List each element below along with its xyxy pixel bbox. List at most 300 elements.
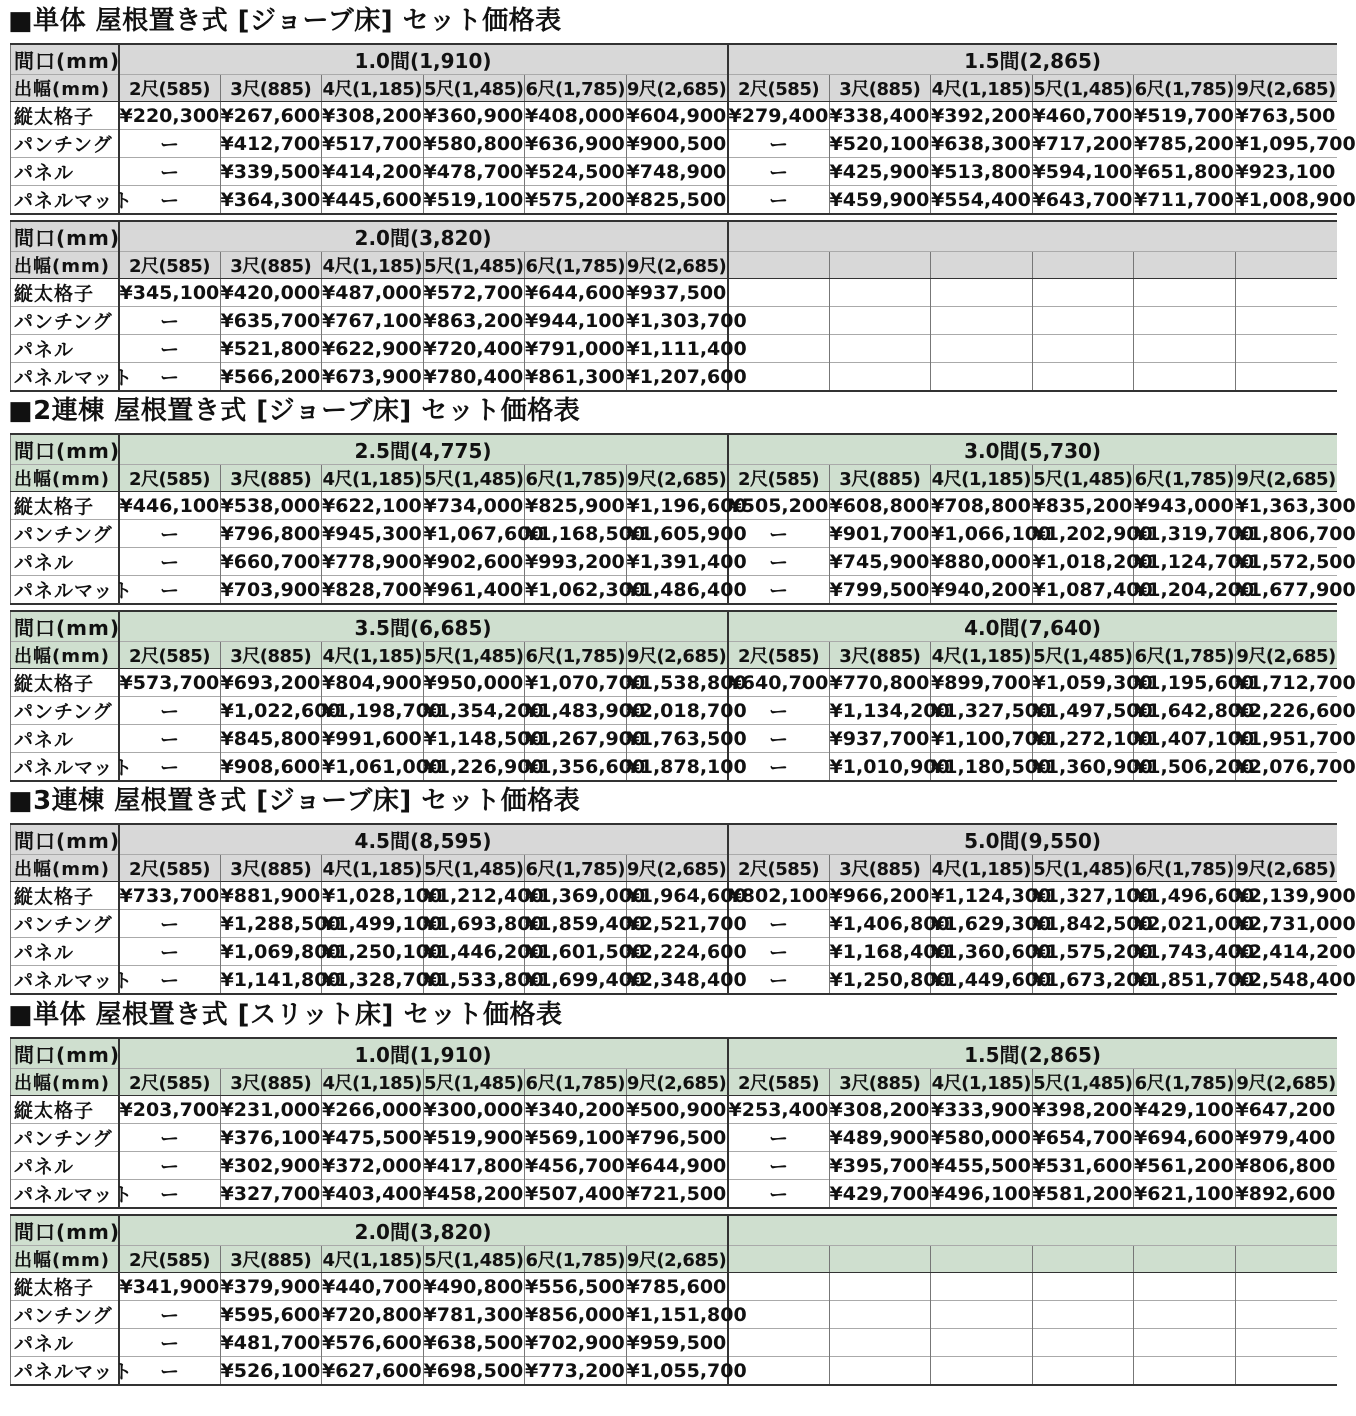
price-cell: ¥231,000 xyxy=(220,1096,322,1124)
empty-cell xyxy=(829,307,931,335)
price-cell: ¥364,300 xyxy=(220,186,322,215)
price-cell: ¥561,200 xyxy=(1134,1152,1236,1180)
price-cell: ー xyxy=(119,1124,221,1152)
depth-header-cell: 4尺(1,185) xyxy=(931,855,1033,882)
price-cell: ¥979,400 xyxy=(1235,1124,1337,1152)
price-cell: ¥773,200 xyxy=(525,1357,627,1386)
depth-header-cell: 3尺(885) xyxy=(220,252,322,279)
table-row xyxy=(11,910,1337,938)
depth-header-cell: 5尺(1,485) xyxy=(1032,855,1134,882)
price-cell: ¥1,288,500 xyxy=(220,910,322,938)
depth-header-cell: 5尺(1,485) xyxy=(423,1246,525,1273)
row-label: パネルマット xyxy=(11,1357,119,1386)
depth-header-cell: 6尺(1,785) xyxy=(525,855,627,882)
price-cell: ¥1,070,700 xyxy=(525,669,627,697)
row-label: 縦太格子 xyxy=(11,102,119,130)
frontage-header-row xyxy=(11,1038,1337,1069)
price-cell: ¥1,328,700 xyxy=(322,966,424,995)
price-cell: ¥445,600 xyxy=(322,186,424,215)
price-cell: ¥327,700 xyxy=(220,1180,322,1209)
price-cell: ¥1,354,200 xyxy=(423,697,525,725)
empty-cell xyxy=(931,1357,1033,1386)
price-cell: ¥1,067,600 xyxy=(423,520,525,548)
price-cell: ー xyxy=(119,363,221,392)
depth-header-cell: 5尺(1,485) xyxy=(423,642,525,669)
price-cell: ¥1,763,500 xyxy=(626,725,728,753)
price-table xyxy=(10,1214,1337,1386)
price-cell: ¥1,124,300 xyxy=(931,882,1033,910)
price-cell: ¥376,100 xyxy=(220,1124,322,1152)
empty-cell xyxy=(1032,1273,1134,1301)
price-cell: ¥531,600 xyxy=(1032,1152,1134,1180)
empty-header-cell xyxy=(728,221,1337,252)
frontage-group-header: 2.0間(3,820) xyxy=(119,221,728,252)
empty-cell xyxy=(829,1273,931,1301)
price-cell: ¥1,605,900 xyxy=(626,520,728,548)
depth-header-cell: 6尺(1,785) xyxy=(1134,855,1236,882)
price-cell: ¥635,700 xyxy=(220,307,322,335)
frontage-label: 間口(mm) xyxy=(11,221,119,252)
price-cell: ¥720,400 xyxy=(423,335,525,363)
price-cell: ー xyxy=(728,725,830,753)
price-cell: ¥1,360,600 xyxy=(931,938,1033,966)
row-label: パネルマット xyxy=(11,576,119,605)
price-cell: ¥1,673,200 xyxy=(1032,966,1134,995)
price-cell: ¥580,800 xyxy=(423,130,525,158)
price-cell: ¥647,200 xyxy=(1235,1096,1337,1124)
depth-header-cell: 3尺(885) xyxy=(829,75,931,102)
frontage-header-row xyxy=(11,611,1337,642)
frontage-label: 間口(mm) xyxy=(11,1215,119,1246)
price-cell: ー xyxy=(119,1301,221,1329)
price-cell: ¥785,600 xyxy=(626,1273,728,1301)
price-cell: ¥580,000 xyxy=(931,1124,1033,1152)
price-cell: ¥717,200 xyxy=(1032,130,1134,158)
frontage-header-row xyxy=(11,1215,1337,1246)
price-cell: ¥1,699,400 xyxy=(525,966,627,995)
price-cell: ¥507,400 xyxy=(525,1180,627,1209)
price-cell: ¥1,363,300 xyxy=(1235,492,1337,520)
depth-header-cell: 4尺(1,185) xyxy=(931,1069,1033,1096)
price-cell: ¥923,100 xyxy=(1235,158,1337,186)
frontage-header-row xyxy=(11,434,1337,465)
price-cell: ー xyxy=(728,1124,830,1152)
empty-cell xyxy=(728,1273,830,1301)
price-cell: ー xyxy=(728,520,830,548)
price-cell: ¥828,700 xyxy=(322,576,424,605)
table-row xyxy=(11,158,1337,186)
price-cell: ¥708,800 xyxy=(931,492,1033,520)
price-cell: ¥861,300 xyxy=(525,363,627,392)
price-cell: ¥575,200 xyxy=(525,186,627,215)
price-cell: ー xyxy=(119,1180,221,1209)
depth-header-cell: 9尺(2,685) xyxy=(1235,1069,1337,1096)
price-cell: ー xyxy=(119,335,221,363)
depth-header-cell: 6尺(1,785) xyxy=(1134,465,1236,492)
price-cell: ¥796,500 xyxy=(626,1124,728,1152)
price-cell: ¥1,212,400 xyxy=(423,882,525,910)
price-cell: ¥791,000 xyxy=(525,335,627,363)
price-cell: ¥1,095,700 xyxy=(1235,130,1337,158)
price-cell: ¥203,700 xyxy=(119,1096,221,1124)
row-label: パネル xyxy=(11,548,119,576)
price-table xyxy=(10,1037,1337,1209)
frontage-label: 間口(mm) xyxy=(11,434,119,465)
price-cell: ¥806,800 xyxy=(1235,1152,1337,1180)
price-cell: ¥487,000 xyxy=(322,279,424,307)
price-cell: ー xyxy=(119,1357,221,1386)
price-cell: ¥340,200 xyxy=(525,1096,627,1124)
price-cell: ¥901,700 xyxy=(829,520,931,548)
table-row xyxy=(11,669,1337,697)
price-cell: ¥417,800 xyxy=(423,1152,525,1180)
frontage-group-header: 4.0間(7,640) xyxy=(728,611,1337,642)
row-label: 縦太格子 xyxy=(11,492,119,520)
depth-header-cell: 6尺(1,785) xyxy=(525,1246,627,1273)
price-cell: ¥300,000 xyxy=(423,1096,525,1124)
frontage-group-header: 5.0間(9,550) xyxy=(728,824,1337,855)
empty-header-cell xyxy=(1032,1246,1134,1273)
price-cell: ¥880,000 xyxy=(931,548,1033,576)
price-cell: ¥640,700 xyxy=(728,669,830,697)
section-title: ■2連棟 屋根置き式 [ジョーブ床] セット価格表 xyxy=(8,396,581,426)
table-row xyxy=(11,1357,1337,1386)
price-cell: ¥1,180,500 xyxy=(931,753,1033,782)
table-row xyxy=(11,548,1337,576)
price-cell: ¥458,200 xyxy=(423,1180,525,1209)
price-cell: ¥455,500 xyxy=(931,1152,1033,1180)
price-cell: ー xyxy=(728,1152,830,1180)
empty-cell xyxy=(1134,1273,1236,1301)
price-cell: ¥1,010,900 xyxy=(829,753,931,782)
price-cell: ー xyxy=(728,158,830,186)
depth-header-row xyxy=(11,252,1337,279)
price-cell: ¥804,900 xyxy=(322,669,424,697)
price-cell: ¥1,134,200 xyxy=(829,697,931,725)
price-cell: ¥1,327,500 xyxy=(931,697,1033,725)
price-cell: ¥339,500 xyxy=(220,158,322,186)
price-cell: ー xyxy=(119,576,221,605)
price-cell: ¥1,449,600 xyxy=(931,966,1033,995)
empty-cell xyxy=(728,279,830,307)
depth-header-cell: 2尺(585) xyxy=(728,75,830,102)
row-label: パンチング xyxy=(11,1124,119,1152)
price-cell: ー xyxy=(728,186,830,215)
frontage-header-row xyxy=(11,824,1337,855)
price-cell: ¥500,900 xyxy=(626,1096,728,1124)
table-row xyxy=(11,1124,1337,1152)
price-cell: ¥961,400 xyxy=(423,576,525,605)
row-label: 縦太格子 xyxy=(11,279,119,307)
empty-cell xyxy=(829,1357,931,1386)
depth-header-row xyxy=(11,855,1337,882)
depth-header-cell: 6尺(1,785) xyxy=(525,1069,627,1096)
empty-cell xyxy=(1235,363,1337,392)
price-cell: ¥944,100 xyxy=(525,307,627,335)
price-cell: ¥1,267,900 xyxy=(525,725,627,753)
row-label: パネル xyxy=(11,335,119,363)
depth-header-cell: 6尺(1,785) xyxy=(525,252,627,279)
price-cell: ¥520,100 xyxy=(829,130,931,158)
price-cell: ー xyxy=(119,725,221,753)
depth-header-row xyxy=(11,75,1337,102)
price-cell: ¥517,700 xyxy=(322,130,424,158)
price-cell: ¥341,900 xyxy=(119,1273,221,1301)
section-title: ■単体 屋根置き式 [ジョーブ床] セット価格表 xyxy=(8,6,562,36)
depth-header-cell: 9尺(2,685) xyxy=(1235,642,1337,669)
frontage-header-row xyxy=(11,44,1337,75)
price-cell: ¥799,500 xyxy=(829,576,931,605)
price-cell: ¥1,360,900 xyxy=(1032,753,1134,782)
price-cell: ¥475,500 xyxy=(322,1124,424,1152)
empty-header-cell xyxy=(728,1215,1337,1246)
price-cell: ¥673,900 xyxy=(322,363,424,392)
price-cell: ¥651,800 xyxy=(1134,158,1236,186)
price-cell: ¥429,100 xyxy=(1134,1096,1236,1124)
price-cell: ¥398,200 xyxy=(1032,1096,1134,1124)
price-cell: ー xyxy=(119,1152,221,1180)
price-cell: ¥959,500 xyxy=(626,1329,728,1357)
frontage-group-header: 2.0間(3,820) xyxy=(119,1215,728,1246)
price-cell: ¥253,400 xyxy=(728,1096,830,1124)
empty-cell xyxy=(1032,335,1134,363)
price-cell: ー xyxy=(728,966,830,995)
depth-header-cell: 3尺(885) xyxy=(220,75,322,102)
price-cell: ー xyxy=(728,753,830,782)
price-cell: ¥802,100 xyxy=(728,882,830,910)
price-cell: ¥1,878,100 xyxy=(626,753,728,782)
depth-label: 出幅(mm) xyxy=(11,642,119,669)
price-cell: ¥505,200 xyxy=(728,492,830,520)
depth-header-cell: 6尺(1,785) xyxy=(1134,1069,1236,1096)
price-cell: ¥1,391,400 xyxy=(626,548,728,576)
row-label: パネル xyxy=(11,938,119,966)
price-cell: ¥2,414,200 xyxy=(1235,938,1337,966)
price-cell: ¥796,800 xyxy=(220,520,322,548)
price-cell: ¥429,700 xyxy=(829,1180,931,1209)
price-cell: ー xyxy=(119,130,221,158)
table-row xyxy=(11,725,1337,753)
price-cell: ¥266,000 xyxy=(322,1096,424,1124)
price-cell: ¥2,076,700 xyxy=(1235,753,1337,782)
depth-header-cell: 5尺(1,485) xyxy=(423,465,525,492)
price-cell: ー xyxy=(119,1329,221,1357)
frontage-label: 間口(mm) xyxy=(11,824,119,855)
price-cell: ¥1,533,800 xyxy=(423,966,525,995)
price-cell: ¥1,496,600 xyxy=(1134,882,1236,910)
price-cell: ¥940,200 xyxy=(931,576,1033,605)
empty-header-cell xyxy=(1134,252,1236,279)
price-cell: ¥733,700 xyxy=(119,882,221,910)
empty-cell xyxy=(1134,335,1236,363)
price-cell: ¥2,348,400 xyxy=(626,966,728,995)
price-cell: ¥1,497,500 xyxy=(1032,697,1134,725)
depth-header-cell: 2尺(585) xyxy=(119,1069,221,1096)
price-cell: ¥267,600 xyxy=(220,102,322,130)
depth-header-cell: 2尺(585) xyxy=(728,465,830,492)
price-cell: ¥1,250,800 xyxy=(829,966,931,995)
empty-cell xyxy=(1235,1273,1337,1301)
empty-cell xyxy=(931,363,1033,392)
price-cell: ー xyxy=(728,548,830,576)
empty-cell xyxy=(1134,1357,1236,1386)
depth-header-cell: 5尺(1,485) xyxy=(1032,465,1134,492)
price-cell: ¥644,600 xyxy=(525,279,627,307)
row-label: パンチング xyxy=(11,130,119,158)
price-cell: ¥1,406,800 xyxy=(829,910,931,938)
price-cell: ー xyxy=(728,130,830,158)
empty-cell xyxy=(829,279,931,307)
empty-cell xyxy=(1032,307,1134,335)
price-cell: ¥338,400 xyxy=(829,102,931,130)
depth-label: 出幅(mm) xyxy=(11,252,119,279)
frontage-group-header: 4.5間(8,595) xyxy=(119,824,728,855)
price-cell: ¥604,900 xyxy=(626,102,728,130)
price-cell: ¥1,506,200 xyxy=(1134,753,1236,782)
frontage-group-header: 1.5間(2,865) xyxy=(728,44,1337,75)
price-cell: ¥490,800 xyxy=(423,1273,525,1301)
row-label: パネル xyxy=(11,725,119,753)
row-label: パネルマット xyxy=(11,753,119,782)
price-cell: ¥1,100,700 xyxy=(931,725,1033,753)
price-cell: ¥2,548,400 xyxy=(1235,966,1337,995)
table-row xyxy=(11,882,1337,910)
table-row xyxy=(11,753,1337,782)
price-cell: ¥899,700 xyxy=(931,669,1033,697)
price-cell: ¥1,712,700 xyxy=(1235,669,1337,697)
price-cell: ¥1,407,100 xyxy=(1134,725,1236,753)
empty-cell xyxy=(1134,363,1236,392)
price-cell: ¥595,600 xyxy=(220,1301,322,1329)
price-cell: ¥1,061,000 xyxy=(322,753,424,782)
depth-header-cell: 5尺(1,485) xyxy=(1032,642,1134,669)
price-cell: ¥1,226,900 xyxy=(423,753,525,782)
frontage-header-row xyxy=(11,221,1337,252)
price-cell: ー xyxy=(728,697,830,725)
price-cell: ¥1,148,500 xyxy=(423,725,525,753)
price-cell: ¥734,000 xyxy=(423,492,525,520)
price-cell: ¥785,200 xyxy=(1134,130,1236,158)
table-row xyxy=(11,363,1337,392)
price-cell: ¥308,200 xyxy=(322,102,424,130)
price-cell: ¥1,319,700 xyxy=(1134,520,1236,548)
depth-header-cell: 3尺(885) xyxy=(829,855,931,882)
price-cell: ー xyxy=(119,966,221,995)
depth-header-cell: 6尺(1,785) xyxy=(525,642,627,669)
depth-header-cell: 4尺(1,185) xyxy=(322,1069,424,1096)
price-cell: ¥519,900 xyxy=(423,1124,525,1152)
row-label: パネルマット xyxy=(11,363,119,392)
row-label: パネル xyxy=(11,158,119,186)
price-cell: ¥2,224,600 xyxy=(626,938,728,966)
depth-header-cell: 2尺(585) xyxy=(119,1246,221,1273)
price-cell: ¥745,900 xyxy=(829,548,931,576)
price-cell: ¥1,198,700 xyxy=(322,697,424,725)
depth-header-cell: 9尺(2,685) xyxy=(626,1069,728,1096)
price-cell: ¥1,499,100 xyxy=(322,910,424,938)
empty-cell xyxy=(1032,1301,1134,1329)
price-cell: ¥1,327,100 xyxy=(1032,882,1134,910)
price-cell: ¥1,022,600 xyxy=(220,697,322,725)
price-cell: ¥1,538,800 xyxy=(626,669,728,697)
depth-header-cell: 4尺(1,185) xyxy=(322,75,424,102)
depth-header-cell: 5尺(1,485) xyxy=(1032,75,1134,102)
row-label: パンチング xyxy=(11,307,119,335)
price-cell: ¥780,400 xyxy=(423,363,525,392)
price-cell: ¥456,700 xyxy=(525,1152,627,1180)
table-row xyxy=(11,335,1337,363)
depth-header-cell: 6尺(1,785) xyxy=(1134,642,1236,669)
table-row xyxy=(11,279,1337,307)
price-cell: ¥279,400 xyxy=(728,102,830,130)
price-cell: ¥660,700 xyxy=(220,548,322,576)
price-cell: ¥881,900 xyxy=(220,882,322,910)
table-row xyxy=(11,186,1337,215)
price-cell: ¥702,900 xyxy=(525,1329,627,1357)
depth-header-cell: 6尺(1,785) xyxy=(525,465,627,492)
depth-header-cell: 3尺(885) xyxy=(220,465,322,492)
price-cell: ¥425,900 xyxy=(829,158,931,186)
empty-cell xyxy=(1032,1357,1134,1386)
price-cell: ¥1,446,200 xyxy=(423,938,525,966)
price-cell: ¥2,731,000 xyxy=(1235,910,1337,938)
price-cell: ¥902,600 xyxy=(423,548,525,576)
price-cell: ¥993,200 xyxy=(525,548,627,576)
price-cell: ¥943,000 xyxy=(1134,492,1236,520)
price-table xyxy=(10,433,1356,605)
price-cell: ¥654,700 xyxy=(1032,1124,1134,1152)
empty-cell xyxy=(1134,1329,1236,1357)
price-cell: ¥220,300 xyxy=(119,102,221,130)
price-cell: ¥519,100 xyxy=(423,186,525,215)
price-cell: ¥1,069,800 xyxy=(220,938,322,966)
depth-header-cell: 4尺(1,185) xyxy=(322,855,424,882)
depth-header-cell: 3尺(885) xyxy=(829,465,931,492)
row-label: パンチング xyxy=(11,910,119,938)
empty-cell xyxy=(1235,1301,1337,1329)
depth-header-cell: 9尺(2,685) xyxy=(1235,465,1337,492)
empty-cell xyxy=(931,307,1033,335)
empty-cell xyxy=(931,1329,1033,1357)
depth-header-cell: 3尺(885) xyxy=(220,1246,322,1273)
price-cell: ¥644,900 xyxy=(626,1152,728,1180)
table-row xyxy=(11,492,1337,520)
empty-cell xyxy=(1134,279,1236,307)
price-cell: ¥573,700 xyxy=(119,669,221,697)
table-row xyxy=(11,1180,1337,1209)
price-cell: ¥721,500 xyxy=(626,1180,728,1209)
depth-header-cell: 9尺(2,685) xyxy=(626,465,728,492)
price-cell: ¥892,600 xyxy=(1235,1180,1337,1209)
table-row xyxy=(11,938,1337,966)
price-cell: ¥825,900 xyxy=(525,492,627,520)
price-cell: ¥513,800 xyxy=(931,158,1033,186)
price-cell: ¥1,806,700 xyxy=(1235,520,1337,548)
price-cell: ¥302,900 xyxy=(220,1152,322,1180)
price-cell: ¥526,100 xyxy=(220,1357,322,1386)
price-cell: ¥1,008,900 xyxy=(1235,186,1337,215)
price-cell: ¥446,100 xyxy=(119,492,221,520)
table-row xyxy=(11,520,1337,548)
price-cell: ¥1,151,800 xyxy=(626,1301,728,1329)
empty-header-cell xyxy=(728,252,830,279)
depth-header-cell: 9尺(2,685) xyxy=(626,855,728,882)
depth-header-cell: 4尺(1,185) xyxy=(322,465,424,492)
price-cell: ー xyxy=(119,307,221,335)
price-cell: ¥1,059,300 xyxy=(1032,669,1134,697)
table-row xyxy=(11,1273,1337,1301)
price-cell: ¥950,000 xyxy=(423,669,525,697)
